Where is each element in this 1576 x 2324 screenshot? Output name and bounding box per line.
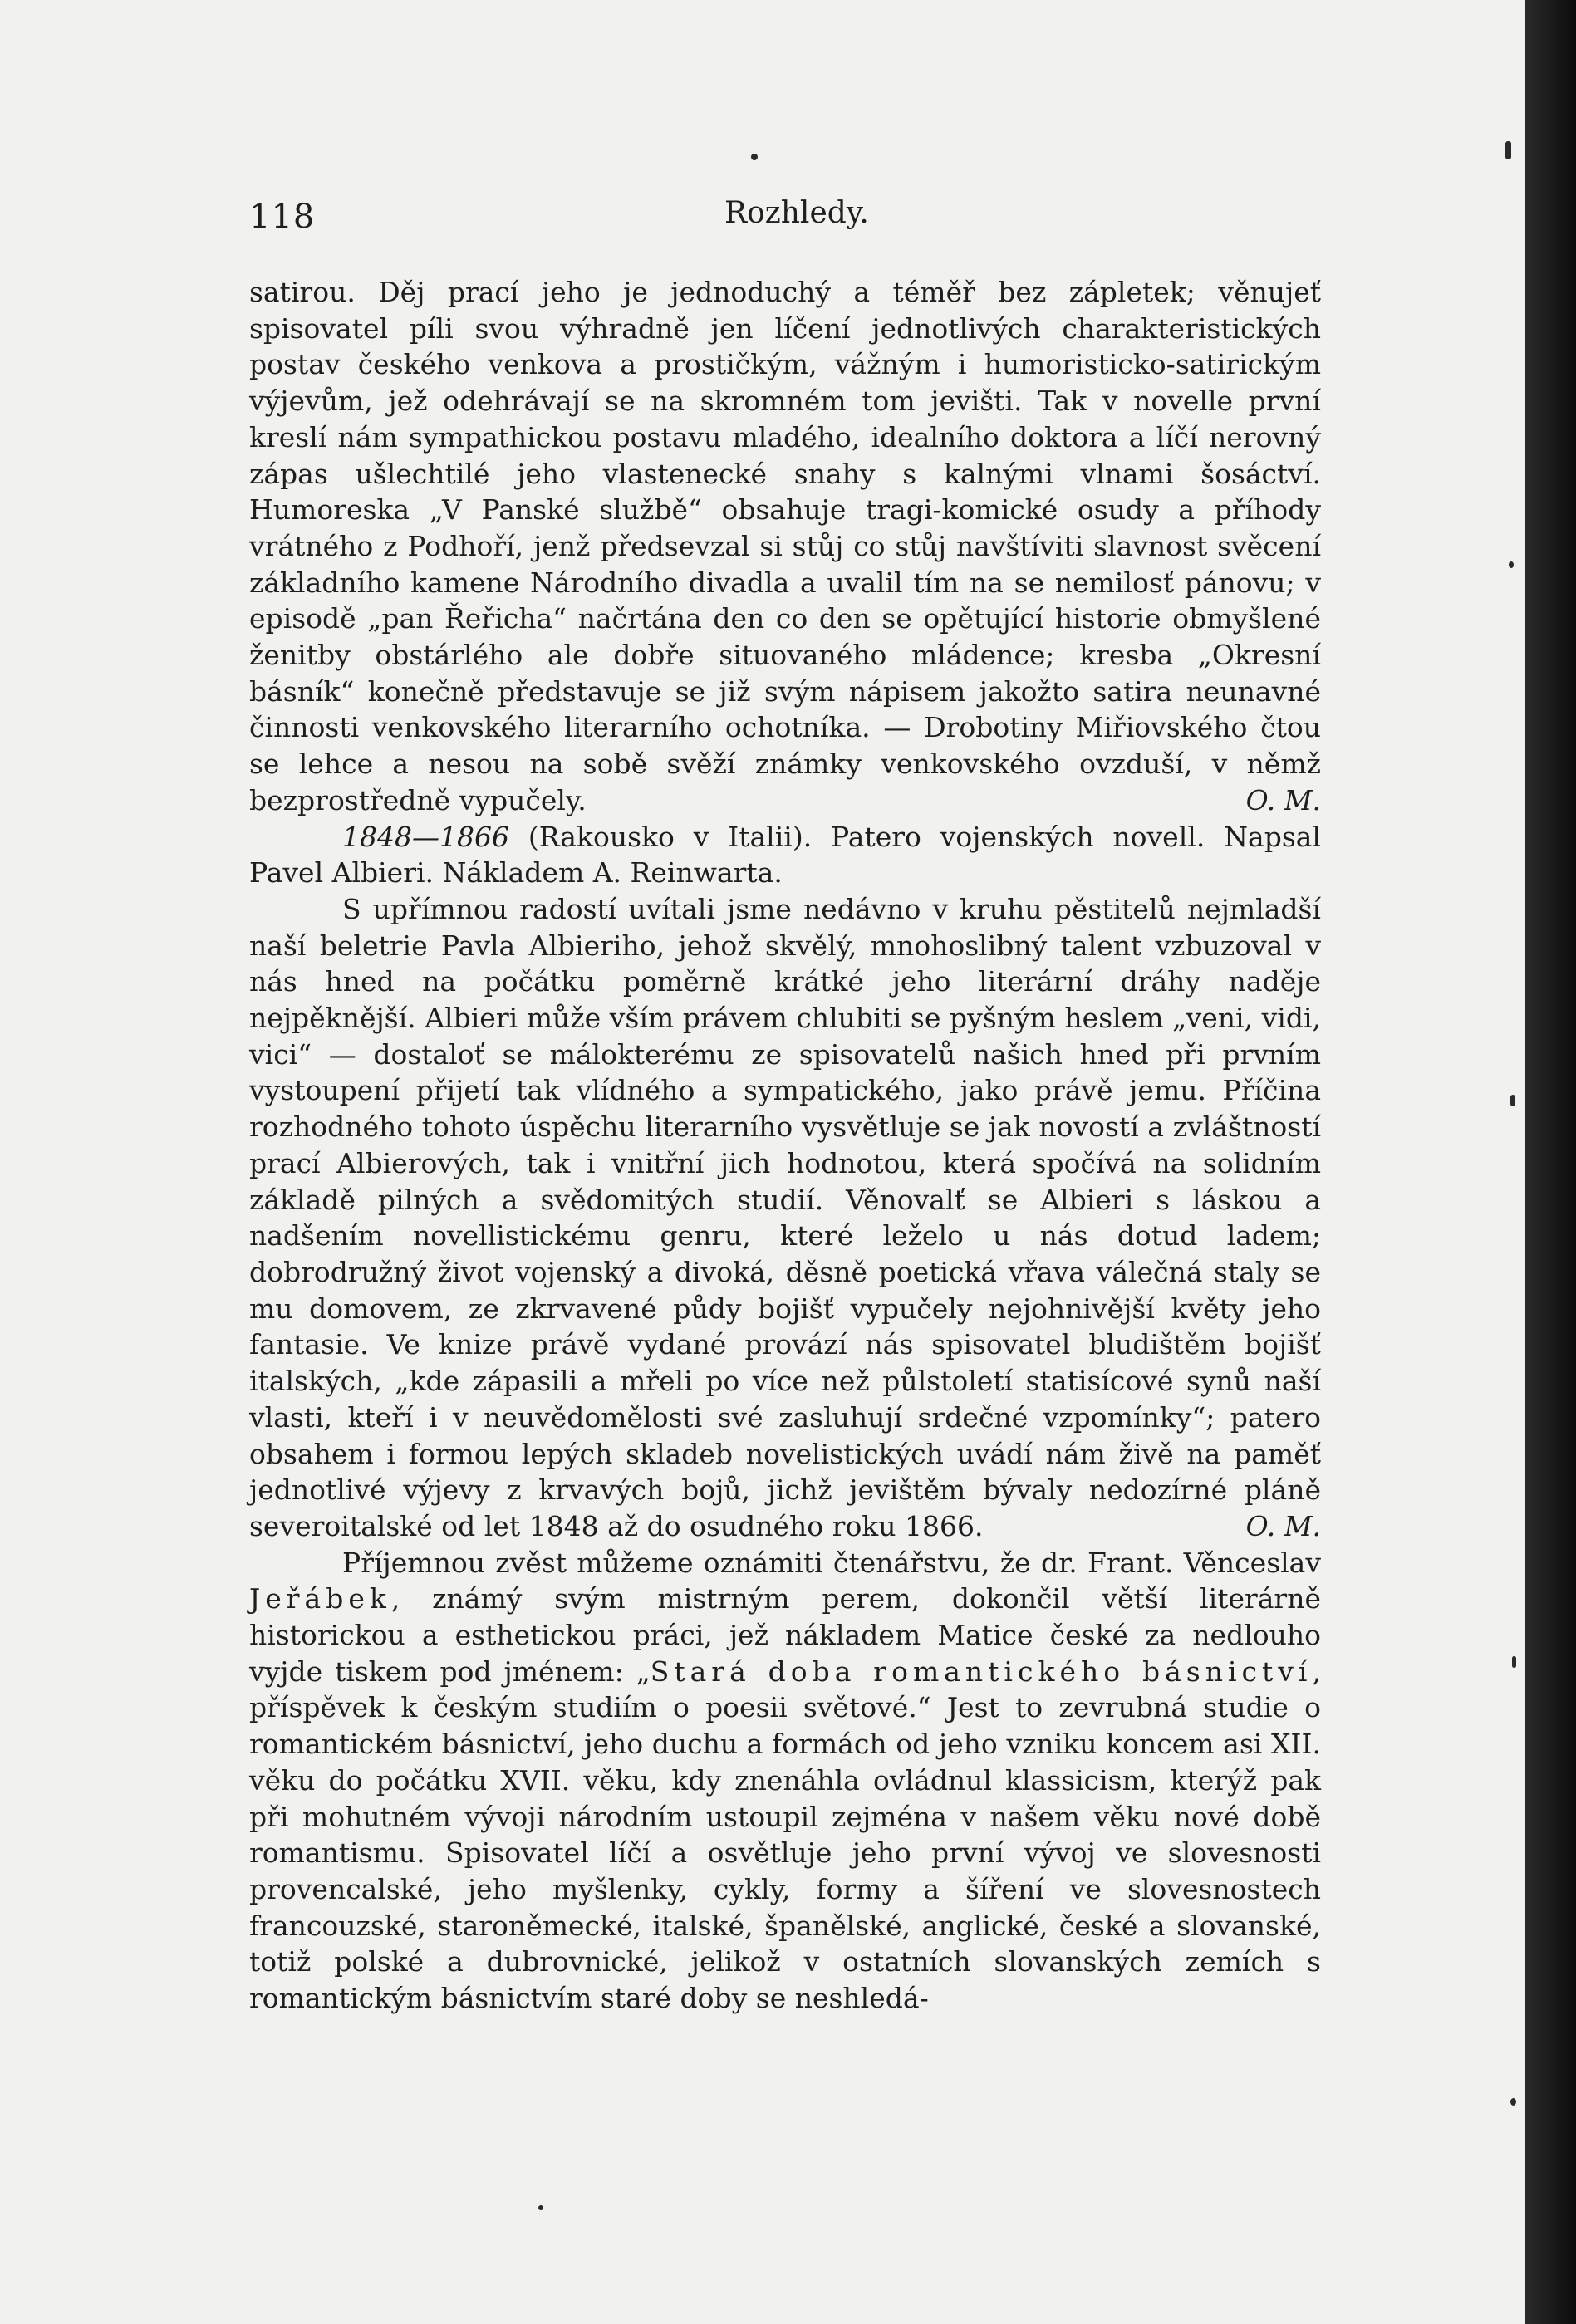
review-2-text: S upřímnou radostí uvítali jsme nedávno v kruhu pěstitelů nejmladší naší beletrie Pavla Albieriho, jehož skvělý, mnohoslibný talent vzbuzoval v nás hned na počátku poměrně krátké jeho literární dráhy naděje nejpěknější. Albieri může vším právem chlubiti se pyšným heslem „veni, vidi, vici“ — dostaloť se málokterému ze spisovatelů našich hned při prvním vystoupení přijetí tak vlídného a sympatického, jako právě jemu. Příčina rozhodného tohoto úspěchu literarního vysvětluje se jak novostí a zvláštností prací Albierových, tak i vnitřní jich hodnotou, která spočívá na solidním základě pilných a svědomitých studií. Věnovalť se Albieri s láskou a nadšením novellistickému genru, které leželo u nás dotud ladem; dobrodružný život vojenský a divoká, děsně poetická vřava válečná staly se mu domovem, ze zkrvavené půdy bojišť vypučely nejohnivější květy jeho fantasie. Ve knize právě vydané provází nás spisovatel bludištěm bojišť italských, „kde zápasili a mřeli po více než půlstoletí statisícové synů naší vlasti, kteří i v neuvědomělosti své zasluhují srdečné vzpomínky“; patero obsahem i formou lepých skladeb novelistických uvádí nám živě na paměť jednotlivé výjevy z krvavých bojů, jichž jevištěm bývaly nedozírné pláně severoitalské od let 1848 až do osudného roku 1866. [249, 892, 1321, 1542]
review-1-text: satirou. Děj prací jeho je jednoduchý a téměř bez zápletek; věnujeť spisovatel píli svou výhradně jen líčení jednotlivých charakteristických postav českého venkova a prostičkým, vážným i humoristicko-satirickým výjevům, jež odehrávají se na skromném tom jevišti. Tak v novelle první kreslí nám sympathickou postavu mladého, idealního doktora a líčí nerovný zápas ušlechtilé jeho vlastenecké snahy s kalnými vlnami šosáctví. Humoreska „V Panské službě“ obsahuje tragi-komické osudy a příhody vrátného z Podhoří, jenž předsevzal si stůj co stůj navštíviti slavnost svěcení základního kamene Národního divadla a uvalil tím na se nemilosť pánovu; v episodě „pan Řeřicha“ načrtána den co den se opětující historie obmyšlené ženitby obstárlého ale dobře situovaného mládence; kresba „Okresní básník“ konečně představuje se již svým nápisem jakožto satira neunavné činnosti venkovského literarního ochotníka. — Drobotiny Miřiovského čtou se lehce a nesou na sobě svěží známky venkovského ovzduší, v němž bezprostředně vypučely. [249, 276, 1321, 816]
print-speck [1509, 561, 1514, 568]
review-1-signature: O. M. [1245, 783, 1321, 816]
notice-text-a: Příjemnou zvěst můžeme oznámiti čtenářstvu, že dr. Frant. Věnceslav [342, 1546, 1321, 1579]
review-paragraph-2 [249, 891, 1321, 1545]
notice-text-b: , známý svým mistrným perem, dokončil větší literárně historickou a esthetickou práci, jež nákladem Matice české za nedlouho vyjde tiskem pod jménem: „ [249, 1582, 1321, 1688]
page-number: 118 [249, 198, 316, 236]
print-speck [538, 2205, 543, 2210]
print-speck [1510, 1095, 1515, 1106]
running-title: Rozhledy. [724, 196, 869, 230]
review-2-title-rest: (Rakousko v Italii). Patero vojenských novell. Napsal Pavel Albieri. Nákladem A. Reinwarta. [249, 820, 1321, 890]
print-speck [1505, 141, 1511, 159]
print-speck [1512, 1656, 1516, 1668]
review-2-years: 1848—1866 [342, 820, 509, 853]
review-paragraph-1 [249, 274, 1321, 819]
notice-paragraph [249, 1545, 1321, 2017]
page-header [249, 193, 869, 243]
page-edge-shadow [1525, 0, 1576, 2324]
notice-text-c: , příspěvek k českým studiím o poesii světové.“ Jest to zevrubná studie o romantickém básnictví, jeho duchu a formách od jeho vzniku koncem asi XII. věku do počátku XVII. věku, kdy znenáhla ovládnul klassicism, kterýž pak při mohutném vývoji národním ustoupil zejména v našem věku nové době romantismu. Spisovatel líčí a osvětluje jeho první vývoj ve slovesnosti provencalské, jeho myšlenky, cykly, formy a šíření ve slovesnostech francouzské, staroněmecké, italské, španělské, anglické, české a slovanské, totiž polské a dubrovnické, jelikož v ostatních slovanských zemích s romantickým básnictvím staré doby se neshledá- [249, 1655, 1321, 2015]
body-text [249, 274, 1321, 2017]
print-speck [1510, 2098, 1516, 2106]
review-2-signature: O. M. [1245, 1509, 1321, 1542]
notice-author: Jeřábek [249, 1582, 391, 1616]
print-speck [751, 154, 758, 160]
notice-work-title: Stará doba romantického básnictví [650, 1655, 1313, 1688]
review-2-title [249, 819, 1321, 891]
